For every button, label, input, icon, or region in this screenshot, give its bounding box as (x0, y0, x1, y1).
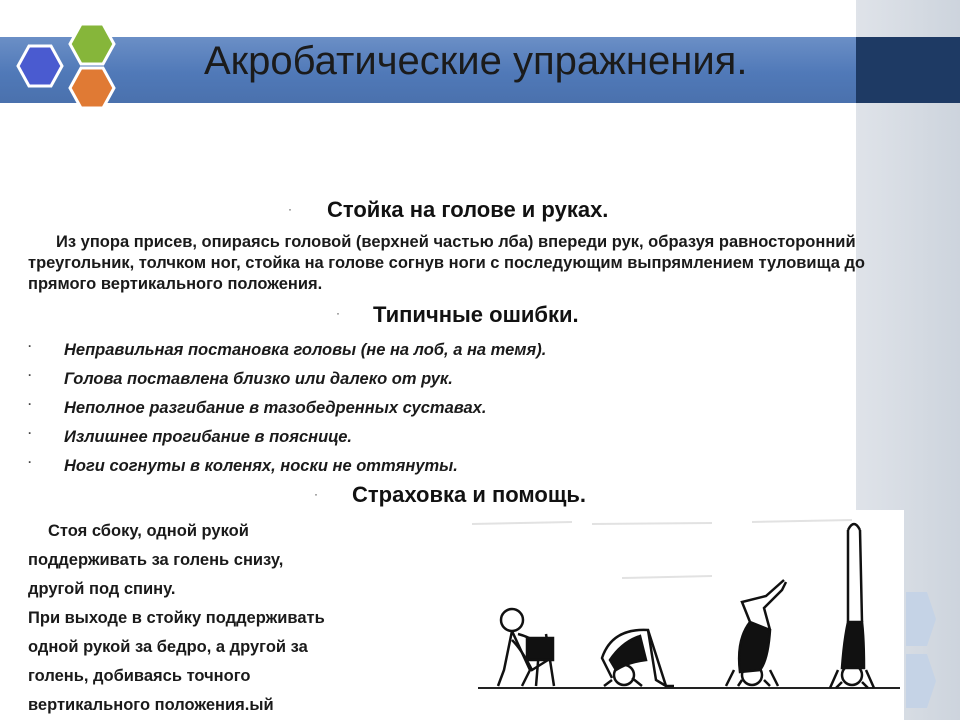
hexagon-logo-icon (8, 20, 118, 120)
figure-crouch (498, 609, 554, 686)
spotting-line: Стоя сбоку, одной рукой (48, 522, 249, 540)
list-item: · Неправильная постановка головы (не на лоб, а на темя). (28, 336, 828, 365)
list-item: · Излишнее прогибание в пояснице. (28, 423, 828, 452)
hexagon-orange (70, 68, 114, 108)
headstand-figures-image (452, 510, 904, 720)
list-item: · Ноги согнуты в коленях, носки не оттянуты. (28, 452, 828, 481)
bullet-dot: · (28, 455, 32, 469)
headstand-description-text: Из упора присев, опираясь головой (верхней частью лба) впереди рук, образуя равносторонний треугольник, толчком ног, стойка на голове согнув ноги с последующим выпрямлением туловища до прямого вертикального положения. (28, 233, 866, 293)
spotting-line: поддерживать за голень снизу, (28, 551, 284, 569)
slide-title: Акробатические упражнения. (204, 39, 748, 83)
list-item: · Неполное разгибание в тазобедренных суставах. (28, 394, 828, 423)
spotting-text (28, 517, 448, 720)
figure-legs-bent (726, 580, 786, 686)
heading-headstand: Стойка на голове и руках. (327, 197, 609, 222)
bullet-dot: · (28, 339, 32, 353)
errors-list (28, 336, 828, 481)
bullet-dot: · (28, 368, 32, 382)
bullet-dot: · (336, 306, 340, 320)
hexagon-green (70, 24, 114, 64)
bullet-dot: · (28, 426, 32, 440)
bullet-dot: · (28, 397, 32, 411)
headstand-description (28, 232, 908, 295)
bullet-dot: · (314, 487, 318, 501)
figure-vertical (830, 524, 874, 688)
spotting-line: одной рукой за бедро, а другой за (28, 638, 308, 656)
spotting-line: голень, добиваясь точного (28, 667, 251, 685)
title-bar-accent (856, 37, 960, 103)
figure-head-down (602, 630, 674, 686)
spotting-line: другой под спину. (28, 580, 176, 598)
headstand-sequence-illustration (452, 510, 904, 720)
heading-typical-errors: Типичные ошибки. (373, 302, 579, 327)
bullet-dot: · (288, 202, 292, 216)
spotting-line: вертикального положения.ый (28, 696, 274, 714)
spotting-line: При выходе в стойку поддерживать (28, 609, 325, 627)
list-item: · Голова поставлена близко или далеко от рук. (28, 365, 828, 394)
hexagon-blue (18, 46, 62, 86)
heading-spotting: Страховка и помощь. (352, 482, 587, 507)
